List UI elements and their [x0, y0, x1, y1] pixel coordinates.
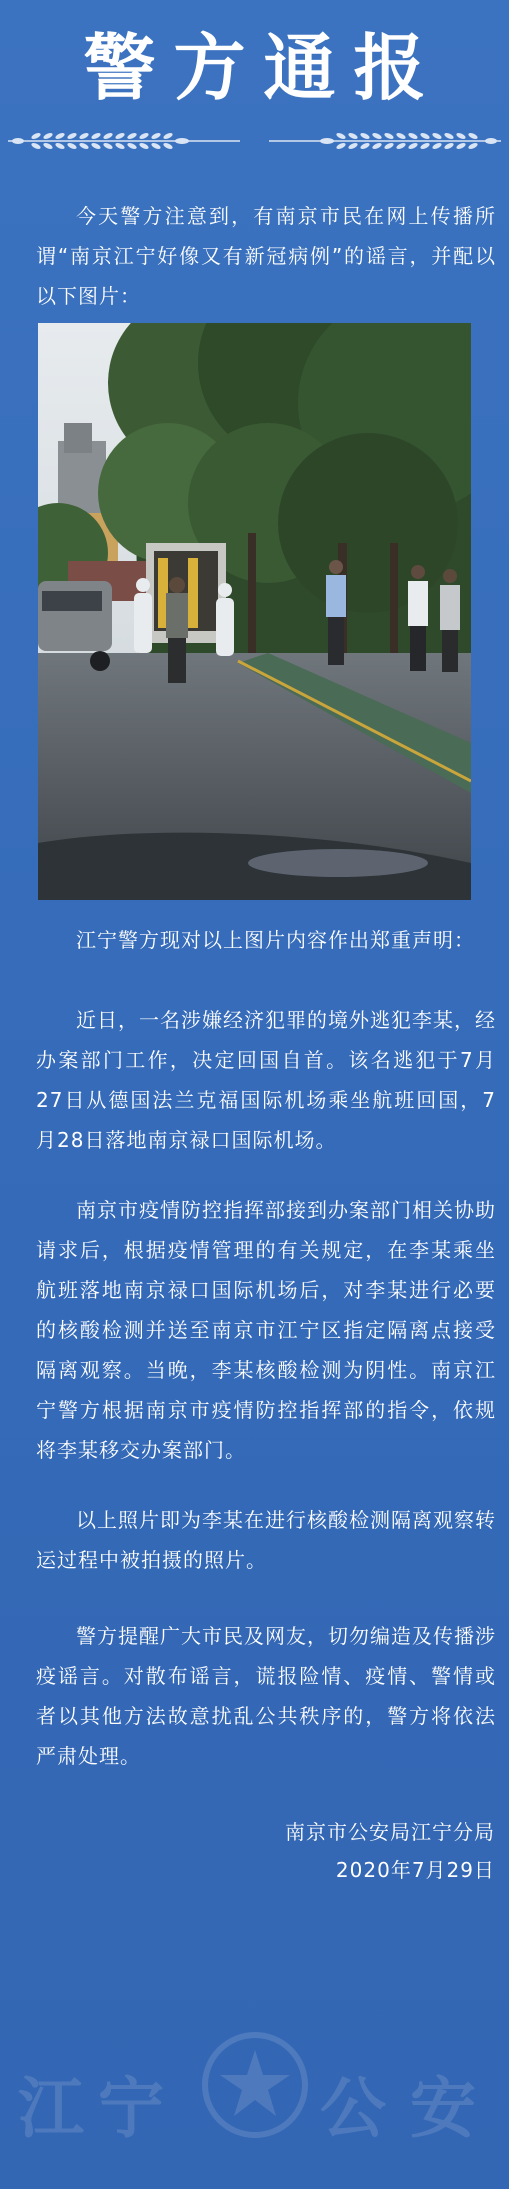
paragraph-intro: 今天警方注意到，有南京市民在网上传播所谓“南京江宁好像又有新冠病例”的谣言，并配以以下图片： [36, 204, 496, 308]
wheat-ornament-right-icon [269, 128, 501, 154]
watermark [0, 2030, 509, 2147]
wheat-ornament-left-icon [8, 128, 240, 154]
paragraph-background: 近日，一名涉嫌经济犯罪的境外逃犯李某，经办案部门工作，决定回国自首。该名逃犯于7月27日从德国法兰克福国际机场乘坐航班回国，7月28日落地南京禄口国际机场。 [36, 1008, 496, 1152]
header [0, 0, 509, 165]
watermark-char-3: 公 [320, 2069, 386, 2147]
watermark-char-1: 江 [18, 2069, 84, 2147]
signature-date: 2020年7月29日 [335, 1858, 495, 1882]
signature-org: 南京市公安局江宁分局 [285, 1820, 495, 1844]
paragraph-warning: 警方提醒广大市民及网友，切勿编造及传播涉疫谣言。对散布谣言，谎报险情、疫情、警情或者以其他方法故意扰乱公共秩序的，警方将依法严肃处理。 [36, 1624, 496, 1768]
paragraph-photo-explanation: 以上照片即为李某在进行核酸检测隔离观察转运过程中被拍摄的照片。 [36, 1508, 496, 1572]
paragraph-procedure: 南京市疫情防控指挥部接到办案部门相关协助请求后，根据疫情管理的有关规定，在李某乘坐航班落地南京禄口国际机场后，对李某进行必要的核酸检测并送至南京市江宁区指定隔离点接受隔离观察。当晚，李某核酸检测为阴性。南京江宁警方根据南京市疫情防控指挥部的指令，依规将李某移交办案部门。 [36, 1198, 496, 1462]
street-photo [38, 323, 471, 900]
watermark-char-2: 宁 [98, 2069, 164, 2147]
watermark-char-4: 安 [410, 2069, 476, 2147]
paragraph-statement: 江宁警方现对以上图片内容作出郑重声明： [76, 928, 475, 952]
page-title: 警方通报 [83, 25, 444, 110]
police-emblem-icon [200, 2030, 310, 2140]
